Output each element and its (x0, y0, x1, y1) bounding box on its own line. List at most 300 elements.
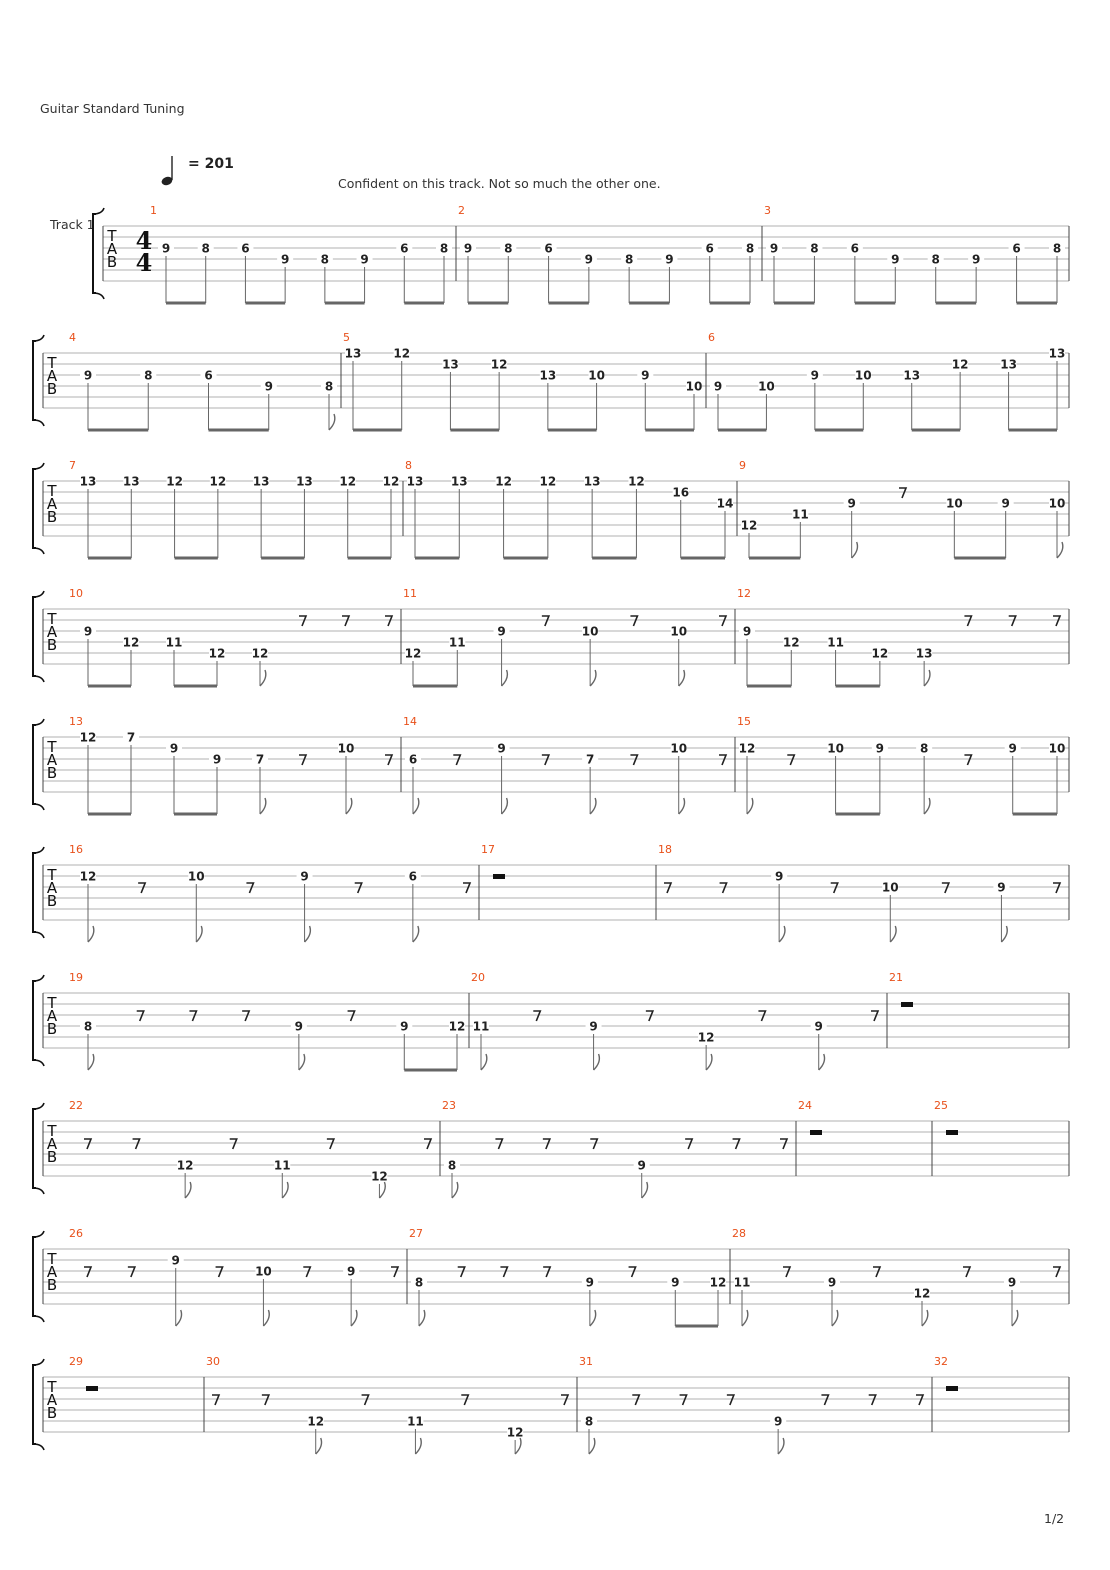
tab-clef: B (46, 892, 58, 910)
measure (737, 459, 1069, 558)
fret-number: 11 (827, 635, 844, 650)
fret-number: 9 (400, 1019, 409, 1034)
fret-number: 9 (83, 624, 93, 639)
fret-number: 6 (408, 869, 418, 884)
measure-number: 32 (934, 1355, 948, 1368)
tab-clef: A (46, 1391, 58, 1409)
measure-number: 2 (458, 204, 465, 217)
fret-number: 12 (393, 346, 411, 361)
tab-clef: A (46, 879, 58, 897)
tab-clef: A (46, 495, 58, 513)
fret-number: 8 (324, 379, 334, 394)
fret-number: 8 (931, 252, 940, 267)
fret-number: 8 (201, 241, 210, 256)
tab-clef: B (46, 1276, 58, 1294)
staff-system (33, 587, 1069, 686)
eighth-rest (561, 1395, 568, 1405)
measure-number: 8 (405, 459, 412, 472)
tab-clef: B (106, 253, 118, 271)
note-flag (590, 798, 596, 814)
note-flag (176, 1310, 182, 1326)
eighth-rest (84, 1267, 91, 1277)
note-flag (922, 1310, 928, 1326)
fret-number: 13 (1000, 357, 1017, 372)
tab-clef: B (46, 380, 58, 398)
eighth-rest (242, 1011, 249, 1021)
fret-number: 6 (705, 241, 714, 256)
fret-number: 10 (1048, 496, 1066, 511)
staff-system (33, 459, 1069, 558)
eighth-rest (543, 1139, 550, 1149)
fret-number: 12 (371, 1169, 388, 1184)
eighth-rest (590, 1139, 597, 1149)
fret-number: 8 (504, 241, 513, 256)
fret-number: 7 (585, 752, 595, 767)
fret-number: 9 (713, 379, 723, 394)
fret-number: 9 (463, 241, 473, 256)
eighth-rest (727, 1395, 734, 1405)
eighth-rest (1053, 1267, 1060, 1277)
note-flag (679, 798, 685, 814)
eighth-rest (362, 1395, 369, 1405)
eighth-rest (533, 1011, 540, 1021)
fret-number: 12 (539, 474, 557, 489)
fret-number: 12 (251, 646, 269, 661)
fret-number: 9 (827, 1275, 837, 1290)
eighth-rest (964, 755, 971, 765)
note-flag (679, 670, 685, 686)
eighth-rest (1053, 883, 1060, 893)
fret-number: 13 (583, 474, 601, 489)
measure (407, 1227, 730, 1326)
whole-rest (901, 1002, 913, 1007)
tab-clef: B (46, 764, 58, 782)
measure-number: 28 (732, 1227, 746, 1240)
fret-number: 11 (407, 1414, 424, 1429)
measure (69, 715, 401, 814)
measure-number: 10 (69, 587, 83, 600)
measure-number: 12 (737, 587, 751, 600)
fret-number: 9 (264, 379, 273, 394)
tab-clef: T (47, 1122, 57, 1140)
eighth-rest (780, 1139, 787, 1149)
eighth-rest (963, 1267, 970, 1277)
tab-clef: B (46, 1404, 58, 1422)
eighth-rest (680, 1395, 687, 1405)
fret-number: 9 (589, 1019, 598, 1034)
note-flag (1001, 926, 1007, 942)
whole-rest (946, 1386, 958, 1391)
note-flag (481, 1054, 487, 1070)
fret-number: 13 (79, 474, 97, 489)
fret-number: 10 (337, 741, 355, 756)
measure-number: 27 (409, 1227, 423, 1240)
note-flag (1057, 542, 1063, 558)
tab-clef: A (46, 623, 58, 641)
eighth-rest (873, 1267, 880, 1277)
fret-number: 7 (255, 752, 265, 767)
tab-clef: B (46, 636, 58, 654)
measure-number: 14 (403, 715, 417, 728)
measure (69, 331, 341, 430)
note-flag (316, 1438, 322, 1454)
fret-number: 8 (144, 368, 153, 383)
tempo-value: = 201 (188, 156, 234, 172)
fret-number: 7 (126, 730, 136, 745)
note-flag (924, 798, 930, 814)
measure (932, 1355, 1069, 1432)
fret-number: 12 (404, 646, 422, 661)
fret-number: 13 (252, 474, 270, 489)
fret-number: 10 (827, 741, 844, 756)
fret-number: 12 (913, 1286, 931, 1301)
staff-system (33, 715, 1069, 814)
eighth-rest (783, 1267, 790, 1277)
eighth-rest (871, 1011, 878, 1021)
measure (932, 1099, 1069, 1176)
fret-number: 12 (490, 357, 508, 372)
eighth-rest (385, 616, 392, 626)
measure-number: 19 (69, 971, 83, 984)
whole-rest (946, 1130, 958, 1135)
note-flag (890, 926, 896, 942)
fret-number: 6 (1012, 241, 1021, 256)
measure (735, 587, 1069, 686)
eighth-rest (1009, 616, 1016, 626)
measure-number: 18 (658, 843, 672, 856)
fret-number: 12 (697, 1030, 715, 1045)
fret-number: 9 (212, 752, 222, 767)
eighth-rest (500, 1267, 507, 1277)
fret-number: 13 (296, 474, 313, 489)
measure (69, 459, 403, 558)
fret-number: 9 (641, 368, 650, 383)
fret-number: 13 (1048, 346, 1066, 361)
note-flag (415, 1438, 421, 1454)
measure (69, 587, 401, 686)
tab-clef: A (46, 751, 58, 769)
note-flag (778, 1438, 784, 1454)
fret-number: 12 (166, 474, 183, 489)
eighth-rest (543, 1267, 550, 1277)
fret-number: 6 (408, 752, 418, 767)
eighth-rest (189, 1011, 196, 1021)
fret-number: 13 (903, 368, 921, 383)
track-label: Track 1 (50, 217, 95, 232)
fret-number: 10 (588, 368, 605, 383)
eighth-rest (230, 1139, 237, 1149)
page-number: 1/2 (1044, 1511, 1065, 1526)
measure-number: 24 (798, 1099, 812, 1112)
fret-number: 10 (255, 1264, 272, 1279)
fret-number: 8 (320, 252, 330, 267)
measure (341, 331, 706, 430)
note-flag (329, 414, 335, 430)
fret-number: 10 (581, 624, 599, 639)
eighth-rest (84, 1139, 91, 1149)
fret-number: 8 (1052, 241, 1062, 256)
system-bracket (33, 725, 36, 804)
fret-number: 12 (339, 474, 357, 489)
time-signature: 4 (135, 248, 153, 277)
fret-number: 12 (79, 730, 97, 745)
fret-number: 10 (685, 379, 703, 394)
fret-number: 9 (83, 368, 93, 383)
eighth-rest (787, 755, 794, 765)
eighth-rest (869, 1395, 876, 1405)
text-annotation: Confident on this track. Not so much the other one. (338, 176, 661, 191)
fret-number: 14 (716, 496, 734, 511)
tab-clef: T (47, 354, 57, 372)
fret-number: 12 (506, 1425, 524, 1440)
note-flag (419, 1310, 425, 1326)
fret-number: 9 (161, 241, 171, 256)
fret-number: 10 (1048, 741, 1066, 756)
eighth-rest (495, 1139, 502, 1149)
fret-number: 10 (670, 624, 688, 639)
measure-number: 6 (708, 331, 715, 344)
fret-number: 9 (300, 869, 309, 884)
note-flag (747, 798, 753, 814)
tab-clef: B (46, 1020, 58, 1038)
measure (796, 1099, 932, 1176)
fret-number: 13 (450, 474, 468, 489)
fret-number: 13 (442, 357, 459, 372)
tab-clef: T (47, 610, 57, 628)
system-bracket (33, 469, 36, 548)
note-flag (1012, 1310, 1018, 1326)
fret-number: 12 (79, 869, 97, 884)
fret-number: 12 (448, 1019, 466, 1034)
note-flag (413, 926, 419, 942)
eighth-rest (424, 1139, 431, 1149)
note-flag (263, 1310, 269, 1326)
note-flag (346, 798, 352, 814)
measure (577, 1355, 932, 1454)
fret-number: 8 (83, 1019, 93, 1034)
fret-number: 11 (165, 635, 183, 650)
system-bracket (33, 1237, 36, 1316)
system-bracket (33, 1365, 36, 1444)
time-signature: 4 (135, 226, 153, 255)
measure-number: 5 (343, 331, 350, 344)
tab-clef: A (46, 1135, 58, 1153)
fret-number: 12 (628, 474, 645, 489)
eighth-rest (942, 883, 949, 893)
measure-number: 25 (934, 1099, 948, 1112)
note-flag (502, 798, 508, 814)
eighth-rest (916, 1395, 923, 1405)
fret-number: 6 (241, 241, 250, 256)
eighth-rest (299, 755, 306, 765)
fret-number: 9 (637, 1158, 646, 1173)
note-flag (819, 1054, 825, 1070)
eighth-rest (831, 883, 838, 893)
note-flag (742, 1310, 748, 1326)
tab-clef: T (47, 738, 57, 756)
eighth-rest (138, 883, 145, 893)
fret-number: 9 (773, 1414, 783, 1429)
fret-number: 8 (447, 1158, 457, 1173)
tab-clef: B (46, 508, 58, 526)
tab-clef: A (46, 1007, 58, 1025)
fret-number: 13 (122, 474, 140, 489)
note-flag (594, 1054, 600, 1070)
fret-number: 9 (346, 1264, 356, 1279)
fret-number: 8 (810, 241, 819, 256)
eighth-rest (719, 616, 726, 626)
eighth-rest (461, 1395, 468, 1405)
fret-number: 6 (850, 241, 860, 256)
note-flag (351, 1310, 357, 1326)
note-flag (299, 1054, 305, 1070)
fret-number: 10 (854, 368, 872, 383)
whole-rest (493, 874, 505, 879)
staff-system (33, 1099, 1069, 1198)
measure (401, 715, 735, 814)
staff-system (33, 971, 1069, 1070)
eighth-rest (342, 616, 349, 626)
measure-number: 13 (69, 715, 83, 728)
fret-number: 10 (881, 880, 899, 895)
fret-number: 12 (307, 1414, 325, 1429)
note-flag (502, 670, 508, 686)
note-flag (282, 1182, 288, 1198)
measure-number: 31 (579, 1355, 593, 1368)
measure (401, 587, 735, 686)
fret-number: 9 (971, 252, 981, 267)
fret-number: 10 (758, 379, 775, 394)
measure (69, 843, 479, 942)
eighth-rest (128, 1267, 135, 1277)
measure-number: 26 (69, 1227, 83, 1240)
fret-number: 9 (814, 1019, 823, 1034)
eighth-rest (542, 755, 549, 765)
measure-number: 17 (481, 843, 495, 856)
eighth-rest (1053, 616, 1060, 626)
eighth-rest (137, 1011, 144, 1021)
eighth-rest (733, 1139, 740, 1149)
fret-number: 8 (919, 741, 929, 756)
note-flag (196, 926, 202, 942)
fret-number: 9 (875, 741, 885, 756)
fret-number: 6 (204, 368, 213, 383)
fret-number: 13 (915, 646, 933, 661)
measure (479, 843, 656, 920)
eighth-rest (391, 1267, 398, 1277)
fret-number: 16 (672, 485, 690, 500)
eighth-rest (385, 755, 392, 765)
measure (735, 715, 1069, 814)
system-bracket (33, 1109, 36, 1188)
fret-number: 11 (733, 1275, 751, 1290)
note-flag (589, 1438, 595, 1454)
fret-number: 13 (539, 368, 557, 383)
eighth-rest (685, 1139, 692, 1149)
fret-number: 9 (665, 252, 674, 267)
eighth-rest (899, 488, 906, 498)
fret-number: 9 (769, 241, 779, 256)
fret-number: 11 (448, 635, 466, 650)
fret-number: 9 (1001, 496, 1010, 511)
fret-number: 12 (176, 1158, 194, 1173)
measure (150, 204, 456, 303)
measure-number: 16 (69, 843, 83, 856)
tab-clef: A (106, 240, 118, 258)
fret-number: 9 (497, 624, 506, 639)
note-flag (305, 926, 311, 942)
eighth-rest (646, 1011, 653, 1021)
fret-number: 9 (584, 252, 594, 267)
system-bracket (33, 597, 36, 676)
fret-number: 9 (294, 1019, 304, 1034)
whole-rest (86, 1386, 98, 1391)
tuning-label: Guitar Standard Tuning (40, 101, 185, 116)
measure (69, 1099, 440, 1198)
eighth-rest (458, 1267, 465, 1277)
fret-number: 9 (891, 252, 900, 267)
measure-number: 9 (739, 459, 746, 472)
fret-number: 10 (670, 741, 688, 756)
fret-number: 9 (1008, 741, 1017, 756)
eighth-rest (262, 1395, 269, 1405)
eighth-rest (720, 883, 727, 893)
measure-number: 3 (764, 204, 771, 217)
fret-number: 9 (280, 252, 290, 267)
eighth-rest (453, 755, 460, 765)
staff-system (33, 331, 1069, 430)
measure (204, 1355, 577, 1454)
measure (706, 331, 1069, 430)
note-flag (852, 542, 858, 558)
fret-number: 9 (171, 1253, 180, 1268)
eighth-rest (664, 883, 671, 893)
system-bracket (33, 341, 36, 420)
note-flag (185, 1182, 191, 1198)
system-bracket (93, 214, 96, 293)
measure (456, 204, 762, 303)
fret-number: 9 (997, 880, 1006, 895)
note-flag (832, 1310, 838, 1326)
eighth-rest (463, 883, 470, 893)
fret-number: 9 (169, 741, 179, 756)
measure-number: 7 (69, 459, 76, 472)
fret-number: 12 (382, 474, 400, 489)
fret-number: 8 (624, 252, 634, 267)
staff-system (33, 1355, 1069, 1454)
fret-number: 12 (208, 646, 226, 661)
eighth-rest (212, 1395, 219, 1405)
measure-number: 30 (206, 1355, 220, 1368)
measure (69, 971, 469, 1070)
measure (762, 204, 1069, 303)
measure-number: 20 (471, 971, 485, 984)
eighth-rest (299, 616, 306, 626)
eighth-rest (719, 755, 726, 765)
fret-number: 6 (544, 241, 553, 256)
fret-number: 13 (344, 346, 362, 361)
tab-clef: T (47, 994, 57, 1012)
eighth-rest (964, 616, 971, 626)
fret-number: 13 (406, 474, 424, 489)
measure (69, 1355, 204, 1432)
note-flag (924, 670, 930, 686)
fret-number: 11 (472, 1019, 490, 1034)
eighth-rest (133, 1139, 140, 1149)
note-flag (88, 1054, 94, 1070)
fret-number: 8 (584, 1414, 594, 1429)
measure-number: 29 (69, 1355, 83, 1368)
